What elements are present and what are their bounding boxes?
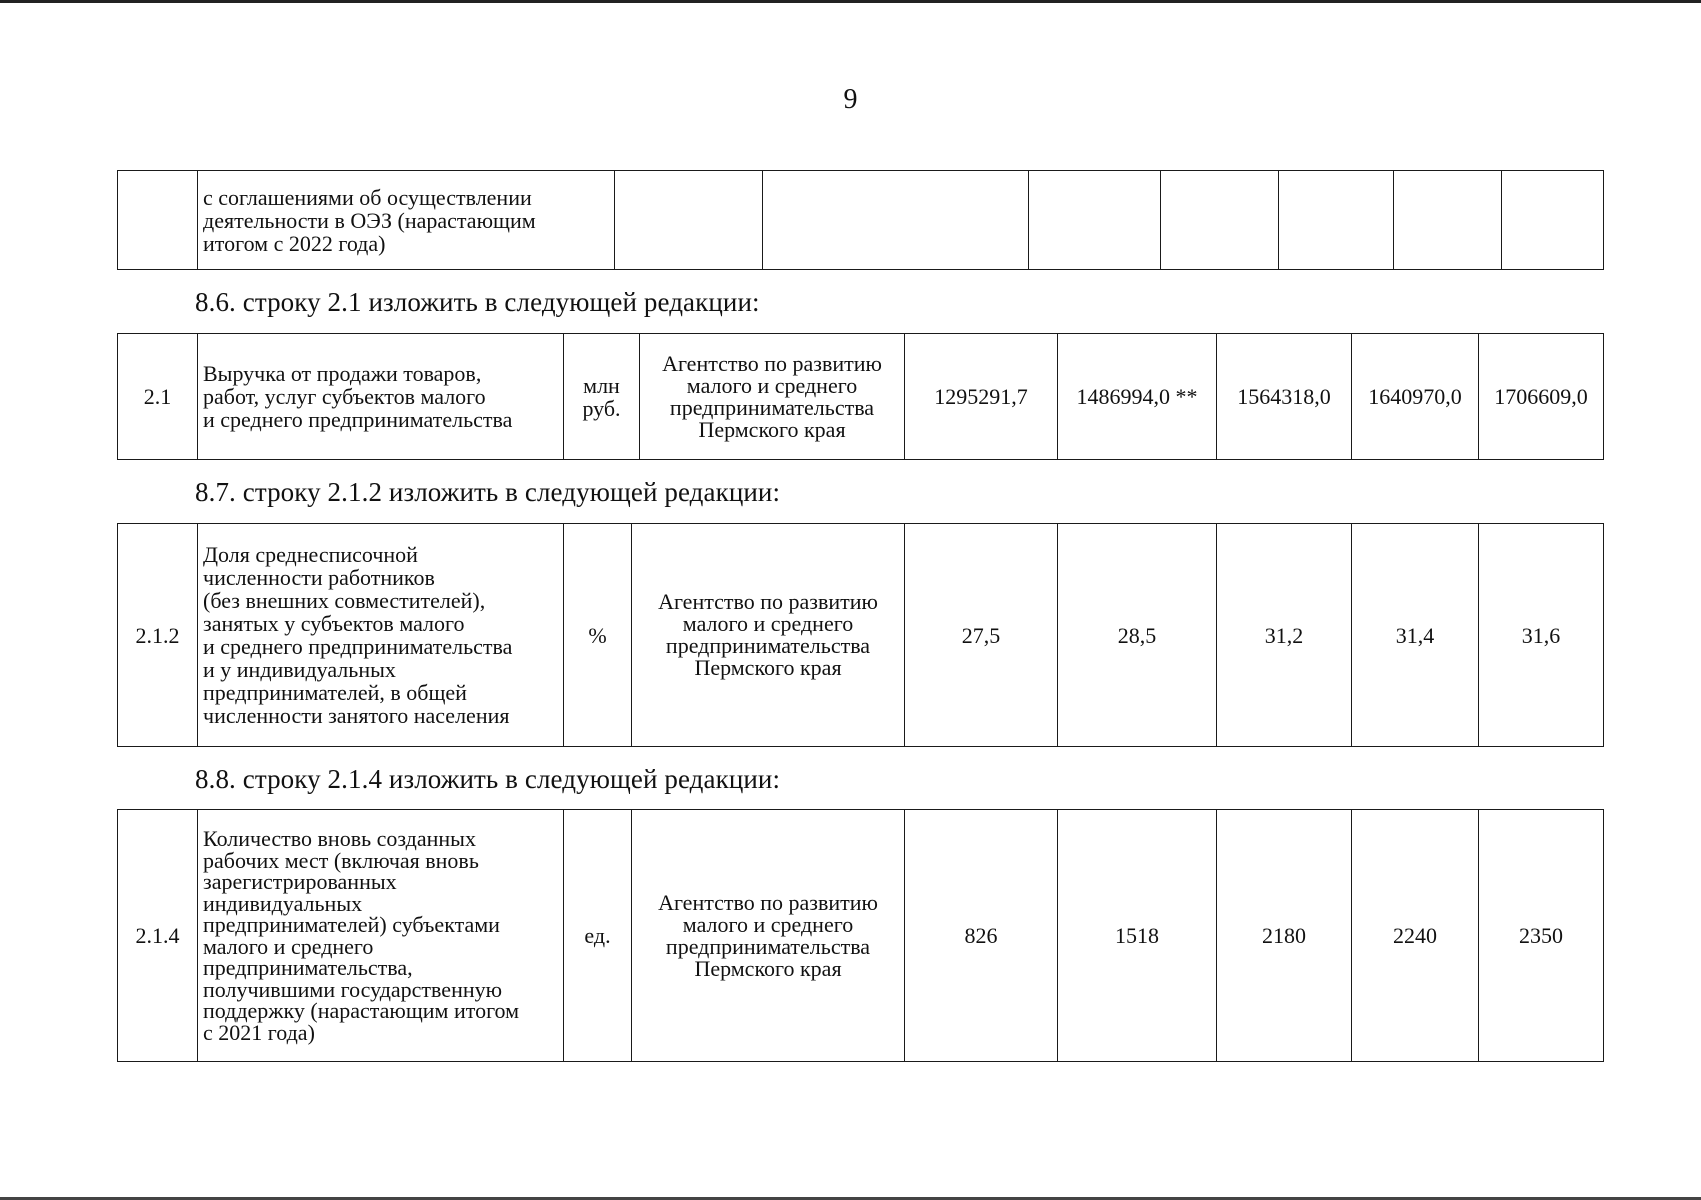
section-heading: 8.6. строку 2.1 изложить в следующей редакции: bbox=[195, 287, 760, 317]
empty-cell bbox=[1394, 171, 1502, 270]
value-cell: 1295291,7 bbox=[905, 334, 1058, 460]
code-cell bbox=[118, 171, 198, 270]
value-cell: 1640970,0 bbox=[1352, 334, 1479, 460]
agency-cell: Агентство по развитию малого и среднего предпринимательства Пермского края bbox=[632, 524, 905, 747]
empty-cell bbox=[1161, 171, 1279, 270]
code-cell: 2.1.4 bbox=[118, 810, 198, 1062]
value-cell: 2240 bbox=[1352, 810, 1479, 1062]
value-cell: 31,4 bbox=[1352, 524, 1479, 747]
page-number: 9 bbox=[843, 84, 858, 115]
code-cell: 2.1 bbox=[118, 334, 198, 460]
indicator-table bbox=[117, 809, 1604, 1062]
value-cell: 2350 bbox=[1479, 810, 1604, 1062]
indicator-table bbox=[117, 523, 1604, 747]
scan-edge-top bbox=[0, 0, 1701, 3]
unit-cell: ед. bbox=[564, 810, 632, 1062]
agency-cell: Агентство по развитию малого и среднего предпринимательства Пермского края bbox=[632, 810, 905, 1062]
empty-cell bbox=[1279, 171, 1394, 270]
empty-cell bbox=[1502, 171, 1604, 270]
table-row bbox=[118, 810, 1604, 1062]
table-row bbox=[118, 334, 1604, 460]
empty-cell bbox=[763, 171, 1029, 270]
description-cell: Количество вновь созданных рабочих мест (включая вновь зарегистрированных индивидуальных предпринимателей) субъектами малого и среднего предпринимательства, получившими государственную поддержку (нарастающим итогом с 2021 года) bbox=[198, 810, 564, 1062]
indicator-table bbox=[117, 333, 1604, 460]
unit-cell: % bbox=[564, 524, 632, 747]
unit-cell: млн руб. bbox=[564, 334, 640, 460]
empty-cell bbox=[615, 171, 763, 270]
value-cell: 1486994,0 ** bbox=[1058, 334, 1217, 460]
section-heading: 8.8. строку 2.1.4 изложить в следующей редакции: bbox=[195, 764, 781, 794]
value-cell: 31,2 bbox=[1217, 524, 1352, 747]
agency-cell: Агентство по развитию малого и среднего предпринимательства Пермского края bbox=[640, 334, 905, 460]
value-cell: 27,5 bbox=[905, 524, 1058, 747]
value-cell: 826 bbox=[905, 810, 1058, 1062]
value-cell: 2180 bbox=[1217, 810, 1352, 1062]
value-cell: 31,6 bbox=[1479, 524, 1604, 747]
empty-cell bbox=[1029, 171, 1161, 270]
value-cell: 1518 bbox=[1058, 810, 1217, 1062]
value-cell: 1706609,0 bbox=[1479, 334, 1604, 460]
table-row bbox=[118, 524, 1604, 747]
value-cell: 1564318,0 bbox=[1217, 334, 1352, 460]
description-cell: Выручка от продажи товаров, работ, услуг субъектов малого и среднего предпринимательства bbox=[198, 334, 564, 460]
description-cell: с соглашениями об осуществлении деятельности в ОЭЗ (нарастающим итогом с 2022 года) bbox=[198, 171, 615, 270]
section-heading: 8.7. строку 2.1.2 изложить в следующей редакции: bbox=[195, 477, 781, 507]
continuation-table bbox=[117, 170, 1604, 270]
table-row bbox=[118, 171, 1604, 270]
code-cell: 2.1.2 bbox=[118, 524, 198, 747]
value-cell: 28,5 bbox=[1058, 524, 1217, 747]
description-cell: Доля среднесписочной численности работников (без внешних совместителей), занятых у субъектов малого и среднего предпринимательства и у индивидуальных предпринимателей, в общей численности занятого населения bbox=[198, 524, 564, 747]
